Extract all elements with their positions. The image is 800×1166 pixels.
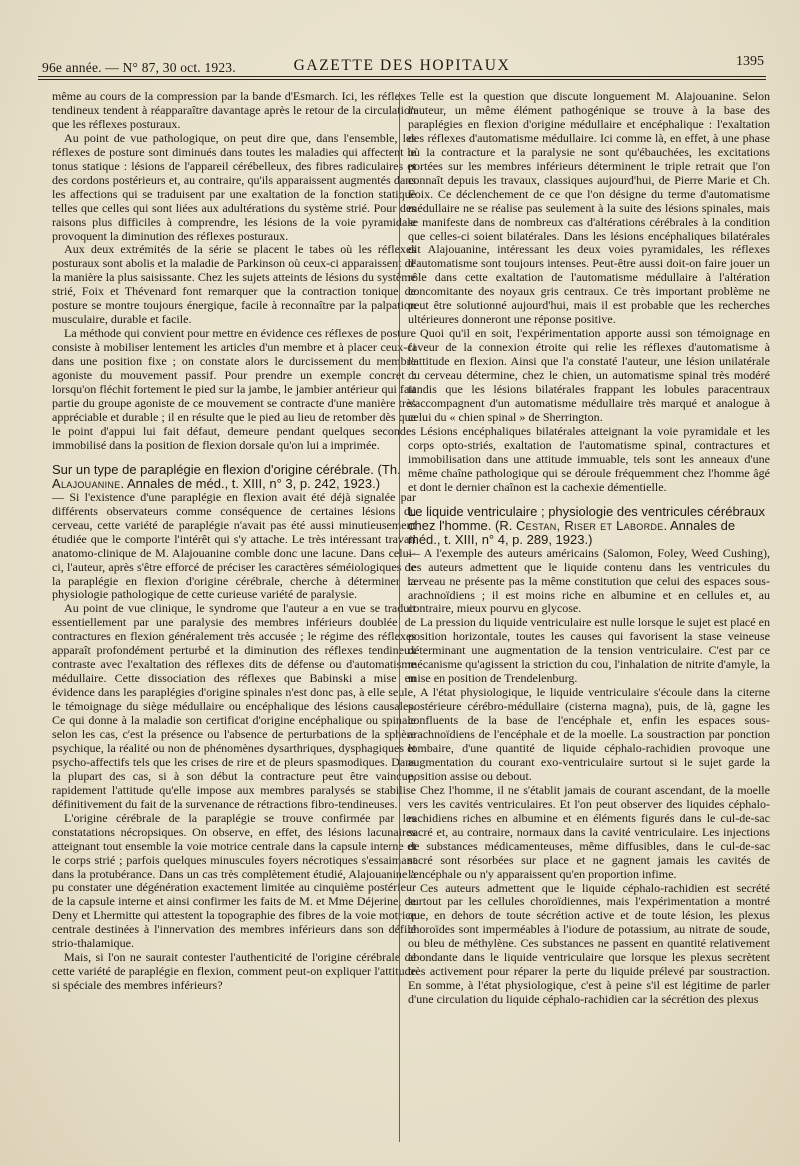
paragraph: — Si l'existence d'une paraplégie en flexion avait été déjà signalée par différents observateurs comme conséquence de certaines lésions du cerveau, cette variété de paraplégie n'avait pas été aussi minutieusement étudiée que le comporte l'intérêt qui s'y attache. Le très intéressant travail anatomo-clinique de M. Alajouanine comble donc une lacune. Dans celui-ci, l'auteur, après s'être efforcé de préciser les caractères séméiologiques de la paraplégie en flexion d'origine cérébrale, cherche à déterminer la physiologie pathologique de cette curieuse variété de paralysie. bbox=[52, 489, 416, 602]
paragraph: Au point de vue clinique, le syndrome que l'auteur a en vue se traduit essentiellement par une paralysie des membres inférieurs doublée de contractures en flexion généralement très accusée ; le régime des réflexes apparaît profondément perturbé et la diminution des réflexes tendineux contraste avec l'exaltation des réflexes dits de défense ou d'automatisme médullaire. Cette dissociation des réflexes que Babinski a mise en évidence dans les paraplégies d'origine spinales n'est donc pas, à elle seule, le témoignage du siège médullaire ou encéphalique des lésions causales. Ce qui donne à la maladie son certificat d'origine encéphalique ou spinale selon les cas, c'est la présence ou l'absence de perturbations de la sphère psychique, la réalité ou non de phénomènes dysarthriques, dysphagiques et psycho-affectifs tels que les crises de rire et de pleurs spasmodiques. Dans la plupart des cas, si à son début la contracture peut être vaincue, rapidement l'attitude qu'elle impose aux membres paralysés se stabilise définitivement du fait de la survenance de rétractions fibro-tendineuses. bbox=[52, 601, 416, 811]
paragraph: Aux deux extrémités de la série se placent le tabes où les réflexes posturaux sont abolis et la maladie de Parkinson où ceux-ci apparaissent de la manière la plus saisissante. Chez les sujets atteints de lésions du système strié, Foix et Thévenard font remarquer que la contraction tonique de posture se montre toujours énergique, facile à reconnaître par la palpation musculaire, durable et facile. bbox=[52, 242, 416, 327]
article-title: Le liquide ventriculaire ; physiologie des ventricules cérébraux chez l'homme. bbox=[408, 503, 765, 533]
paragraph: Telle est la question que discute longuement M. Alajouanine. Selon l'auteur, un même élément pathogénique se trouve à la base des paraplégies en flexion d'origine médullaire et encéphalique : l'exaltation des réflexes d'automatisme médullaire. Ici comme là, en effet, à une phase où la contracture et la paralysie ne sont qu'ébauchées, les excitations portées sur les membres inférieurs déterminent le triple retrait que l'on connaît depuis les travaux, classiques aujourd'hui, de Pierre Marie et Ch. Foix. Ce déclenchement de ce que l'on désigne du terme d'automatisme médullaire ne se réalise pas seulement à la suite des lésions spinales, mais se manifeste dans de nombreux cas d'altérations cérébrales à la condition que celles-ci soient bilatérales. Dans les lésions encéphaliques bilatérales dit Alajouanine, intéressant les deux voies pyramidales, les réflexes d'automatisme sont toujours intenses. Peut-être aussi doit-on faire jouer un rôle dans cette exaltation de l'automatisme médullaire à l'altération concomitante des noyaux gris centraux. Ce très important problème ne peut être solutionné aujourd'hui, mais il est probable que les recherches ultérieures donneront une réponse positive. bbox=[408, 89, 770, 327]
paragraph: La pression du liquide ventriculaire est nulle lorsque le sujet est placé en position horizontale, toutes les causes qui favorisent la stase veineuse déterminant une augmentation de la tension ventriculaire. C'est par ce mécanisme qu'agissent la striction du cou, l'inhalation de nitrite d'amyle, la mise en position de Trendelenburg. bbox=[408, 615, 770, 686]
article-authors: Cestan, Riser et Laborde bbox=[515, 517, 664, 533]
paragraph: La méthode qui convient pour mettre en évidence ces réflexes de posture consiste à mobiliser lentement les articles d'un membre et à placer ceux-ci dans une position fixe ; on constate alors le durcissement du membre agoniste du mouvement passif. Pour prendre un exemple concret : lorsqu'on fléchit fortement le pied sur la jambe, le jambier antérieur qui fait partie du groupe agoniste de ce mouvement se contracte d'une manière très appréciable et durable ; il en résulte que le pied au lieu de retomber dès que le point d'appui lui fait défaut, demeure pendant quelques secondes immobilisé dans la position de flexion dorsale qu'on lui a imprimée. bbox=[52, 326, 416, 452]
left-column bbox=[52, 90, 416, 993]
paragraph: A l'état physiologique, le liquide ventriculaire s'écoule dans la citerne postérieure cérébro-médullaire (cisterna magna), puis, de là, gagne les confluents de la base de l'encéphale et, enfin les espaces sous-arachnoïdiens de l'encéphale et de la moelle. La soustraction par ponction lombaire, d'une quantité de liquide céphalo-rachidien provoque une augmentation du courant exo-ventriculaire surtout si le sujet garde la position assise ou debout. bbox=[408, 685, 770, 783]
header-rule-double bbox=[38, 79, 766, 80]
article-author: Alajouanine bbox=[52, 475, 121, 491]
issue-line: 96e année. — N° 87, 30 oct. 1923. bbox=[42, 60, 236, 75]
paragraph: Chez l'homme, il ne s'établit jamais de courant ascendant, de la moelle vers les cavités ventriculaires. Et l'on peut observer des liquides céphalo-rachidiens riches en albumine et en éléments figurés dans le cul-de-sac sacré et, au contraire, normaux dans la cavité ventriculaire. Les injections de substances médicamenteuses, même diffusibles, dans le cul-de-sac sacré sont résorbées sur place et ne gagnent jamais les cavités de l'encéphale ou n'y apparaissent qu'en proportion infime. bbox=[408, 782, 770, 881]
article-reference: . Annales de méd., t. XIII, n° 3, p. 242, 1923.) bbox=[120, 475, 381, 491]
paragraph: — A l'exemple des auteurs américains (Salomon, Foley, Weed Cushing), les auteurs admettent que le liquide contenu dans les ventricules du cerveau ne présente pas la même constitution que celui des espaces sous-arachnoïdiens ; il est moins riche en albumine et en cellules et, au contraire, mieux pourvu en glycose. bbox=[408, 545, 770, 616]
paragraph: même au cours de la compression par la bande d'Esmarch. Ici, les réflexes tendineux tendent à réapparaître davantage après le retour de la circulation que les réflexes posturaux. bbox=[52, 89, 416, 131]
paragraph: Mais, si l'on ne saurait contester l'authenticité de l'origine cérébrale de cette variété de paraplégie en flexion, comment peut-on expliquer l'attitude si spéciale des membres inférieurs? bbox=[52, 950, 416, 993]
article-reference: . Annales de méd., t. XIII, n° 4, p. 289, 1923.) bbox=[408, 517, 736, 547]
article-heading bbox=[408, 505, 770, 547]
header-rule bbox=[38, 76, 766, 77]
column-divider bbox=[399, 92, 400, 1142]
paragraph: Lésions encéphaliques bilatérales atteignant la voie pyramidale et les corps opto-striés, exaltation de l'automatisme spinal, contractures et immobilisation dans une attitude immuable, tels sont les anneaux d'une même chaîne pathologique qui se déroule fréquemment chez l'homme âgé et dont le dernier chaînon est la cachexie démentielle. bbox=[408, 423, 770, 494]
paragraph: L'origine cérébrale de la paraplégie se trouve confirmée par les constatations nécropsiques. On observe, en effet, des lésions lacunaires atteignant tout ensemble la voie motrice centrale dans la capsule interne et le corps strié ; parfois quelques minuscules foyers nécrotiques s'essaimant dans la protubérance. Dans un cas très complètement étudié, Alajouanine a pu constater une dégénération exactement limitée au cinquième postérieur de la capsule interne et ainsi confirmer les faits de M. et Mme Déjerine, de Deny et Lhermitte qui attestent la topographie des fibres de la voie motrice centrale destinées à l'innervation des membres inférieurs dans son défilé strio-thalamique. bbox=[52, 810, 416, 951]
article-ref-open: (Th. bbox=[377, 461, 401, 477]
right-column bbox=[408, 90, 770, 1007]
article-heading bbox=[52, 463, 416, 491]
paragraph: Au point de vue pathologique, on peut dire que, dans l'ensemble, les réflexes de posture sont diminués dans toutes les maladies qui affectent le tonus statique : lésions de l'appareil cérébelleux, des fibres radiculaires et des cordons postérieurs et, au contraire, qu'ils apparaissent augmentés dans les affections qui se traduisent par une exaltation de la fonction statique telles que celles qui sont liées aux adultérations du système strié. Pour des raisons plus difficiles à comprendre, les lésions de la voie pyramidale provoquent la diminution des réflexes posturaux. bbox=[52, 130, 416, 243]
page-number: 1395 bbox=[736, 54, 764, 69]
paragraph: Quoi qu'il en soit, l'expérimentation apporte aussi son témoignage en faveur de la connexion étroite qui relie les réflexes d'automatisme à l'attitude en flexion. Ainsi que l'a constaté l'auteur, une lésion unilatérale du cerveau détermine, chez le chien, un automatisme spinal très modéré tandis que les lésions bilatérales frappant les lobules paracentraux s'accompagnent d'un automatisme médullaire très marqué et analogue à celui du « chien spinal » de Sherrington. bbox=[408, 326, 770, 424]
article-title: Sur un type de paraplégie en flexion d'origine cérébrale. bbox=[52, 461, 374, 477]
journal-title: GAZETTE DES HOPITAUX bbox=[293, 57, 511, 74]
article-ref-open: (R. bbox=[495, 517, 516, 533]
running-header bbox=[38, 48, 766, 75]
paragraph: Ces auteurs admettent que le liquide céphalo-rachidien est secrété surtout par les cellules choroïdiennes, mais l'expérimentation a montré que, en dehors de toute sécrétion active et de toute lésion, les plexus choroïdes sont imperméables à l'iodure de potassium, au nitrate de soude, ou bleu de méthylène. Ces substances ne passent en quantité relativement abondante dans le liquide ventriculaire que lorsque les plexus secrètent très activement pour réparer la perte du liquide prélevé par soustraction. En somme, à l'état physiologique, c'est à peine s'il est légitime de parler d'une circulation du liquide céphalo-rachidien car la sécrétion des plexus bbox=[408, 880, 770, 1007]
